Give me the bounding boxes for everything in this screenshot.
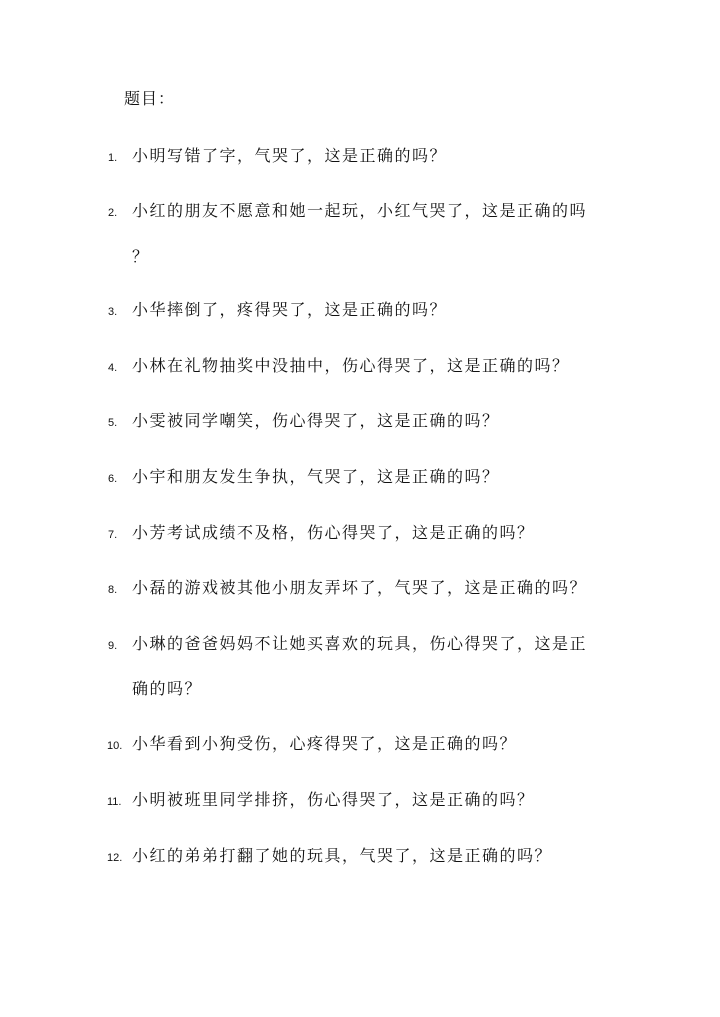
question-number: 12. bbox=[107, 852, 123, 864]
question-number: 8. bbox=[108, 584, 118, 596]
question-text-continued: ？ bbox=[132, 247, 150, 266]
question-text: 小宇和朋友发生争执，气哭了，这是正确的吗？ bbox=[132, 467, 500, 486]
page-heading: 题目： bbox=[124, 89, 176, 108]
question-number: 7. bbox=[108, 529, 118, 541]
question-text: 小华摔倒了，疼得哭了，这是正确的吗？ bbox=[132, 300, 448, 319]
question-text-continued: 确的吗？ bbox=[132, 679, 203, 698]
question-text: 小红的弟弟打翻了她的玩具，气哭了，这是正确的吗？ bbox=[132, 846, 553, 865]
question-number: 11. bbox=[107, 796, 122, 808]
question-number: 6. bbox=[108, 473, 118, 485]
question-number: 5. bbox=[108, 417, 118, 429]
question-text: 小芳考试成绩不及格，伤心得哭了，这是正确的吗？ bbox=[132, 523, 535, 542]
question-number: 1. bbox=[108, 152, 118, 164]
question-text: 小雯被同学嘲笑，伤心得哭了，这是正确的吗？ bbox=[132, 411, 500, 430]
question-text: 小华看到小狗受伤，心疼得哭了，这是正确的吗？ bbox=[132, 734, 518, 753]
question-number: 4. bbox=[108, 362, 118, 374]
question-text: 小磊的游戏被其他小朋友弄坏了，气哭了，这是正确的吗？ bbox=[132, 578, 588, 597]
question-text: 小林在礼物抽奖中没抽中，伤心得哭了，这是正确的吗？ bbox=[132, 356, 570, 375]
question-text: 小红的朋友不愿意和她一起玩，小红气哭了，这是正确的吗 bbox=[132, 201, 588, 220]
question-number: 10. bbox=[107, 740, 123, 752]
question-number: 9. bbox=[108, 640, 118, 652]
question-number: 2. bbox=[108, 207, 118, 219]
question-number: 3. bbox=[108, 306, 118, 318]
question-text: 小琳的爸爸妈妈不让她买喜欢的玩具，伤心得哭了，这是正 bbox=[132, 634, 588, 653]
question-text: 小明被班里同学排挤，伤心得哭了，这是正确的吗？ bbox=[132, 790, 535, 809]
question-text: 小明写错了字，气哭了，这是正确的吗？ bbox=[132, 146, 448, 165]
